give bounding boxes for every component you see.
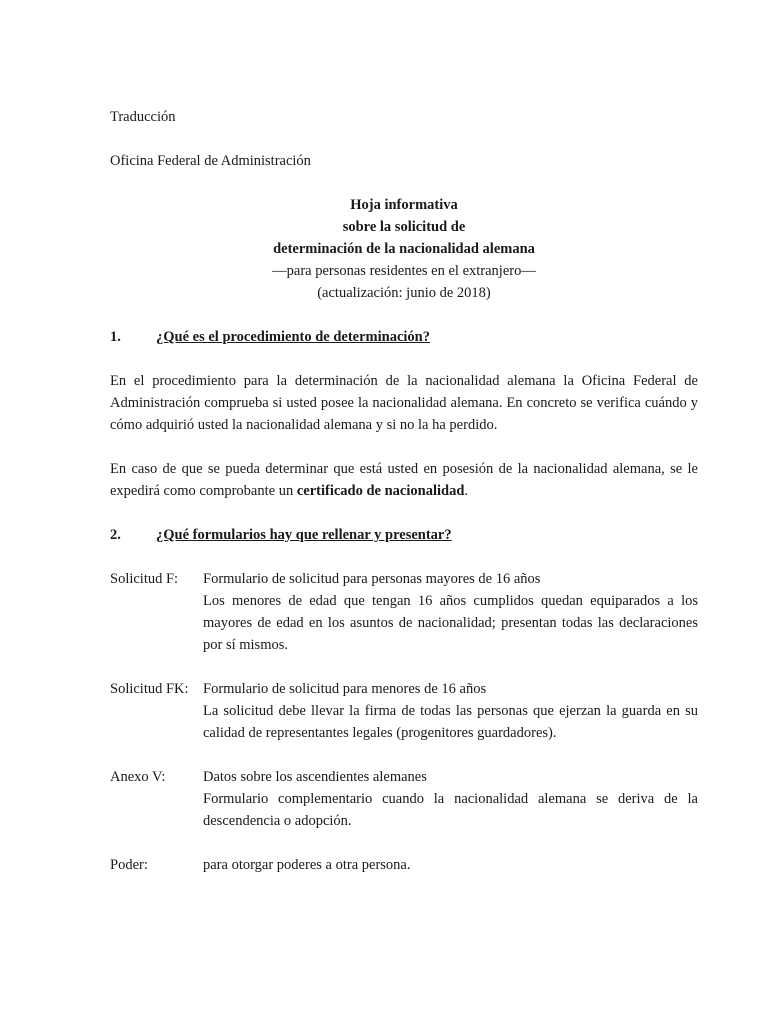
form-item-solicitud-f <box>110 568 698 656</box>
section-2-number: 2. <box>110 527 121 543</box>
form-description-title: para otorgar poderes a otra persona. <box>203 857 411 873</box>
certificate-term: certificado de nacionalidad <box>296 483 465 499</box>
office-name: Oficina Federal de Administración <box>110 153 311 169</box>
title-block <box>110 194 698 304</box>
form-description-title: Datos sobre los ascendientes alemanes <box>203 769 427 785</box>
translation-label: Traducción <box>110 109 176 125</box>
section-1-number: 1. <box>110 329 121 345</box>
form-item-poder <box>110 854 698 876</box>
title-line-2: sobre la solicitud de <box>342 219 466 235</box>
section-2-heading <box>110 524 698 546</box>
form-term: Solicitud F: <box>110 571 179 587</box>
title-line-3: determinación de la nacionalidad alemana <box>273 241 535 257</box>
paragraph-2-end: . <box>464 483 469 499</box>
form-item-anexo-v <box>110 766 698 832</box>
subtitle-line: —para personas residentes en el extranjero— <box>272 263 536 279</box>
title-line-1: Hoja informativa <box>350 197 458 213</box>
form-term: Poder: <box>110 857 148 873</box>
update-date: (actualización: junio de 2018) <box>317 285 491 301</box>
section-1-title: ¿Qué es el procedimiento de determinación? <box>156 329 430 345</box>
form-description-detail: Formulario complementario cuando la nacionalidad alemana se deriva de la descendencia o adopción. <box>203 791 698 829</box>
document-page <box>110 106 698 876</box>
form-description-detail: Los menores de edad que tengan 16 años cumplidos quedan equiparados a los mayores de edad en los asuntos de nacionalidad; presentan todas las declaraciones por sí mismos. <box>203 593 698 653</box>
section-1-heading <box>110 326 698 348</box>
form-description-title: Formulario de solicitud para personas mayores de 16 años <box>203 571 541 587</box>
section-2-title: ¿Qué formularios hay que rellenar y presentar? <box>156 527 452 543</box>
form-description-detail: La solicitud debe llevar la firma de todas las personas que ejerzan la guarda en su calidad de representantes legales (progenitores guardadores). <box>203 703 698 741</box>
form-item-solicitud-fk <box>110 678 698 744</box>
section-1-paragraph-2 <box>110 458 698 502</box>
form-term: Solicitud FK: <box>110 681 189 697</box>
paragraph-2-text: En caso de que se pueda determinar que está usted en posesión de la nacionalidad alemana, se le expedirá como comprobante un <box>110 461 698 499</box>
form-term: Anexo V: <box>110 769 166 785</box>
section-1-paragraph-1: En el procedimiento para la determinación de la nacionalidad alemana la Oficina Federal de Administración comprueba si usted posee la nacionalidad alemana. En concreto se verifica cuándo y cómo adquirió usted la nacionalidad alemana y si no la ha perdido. <box>110 373 698 433</box>
form-description-title: Formulario de solicitud para menores de 16 años <box>203 681 487 697</box>
